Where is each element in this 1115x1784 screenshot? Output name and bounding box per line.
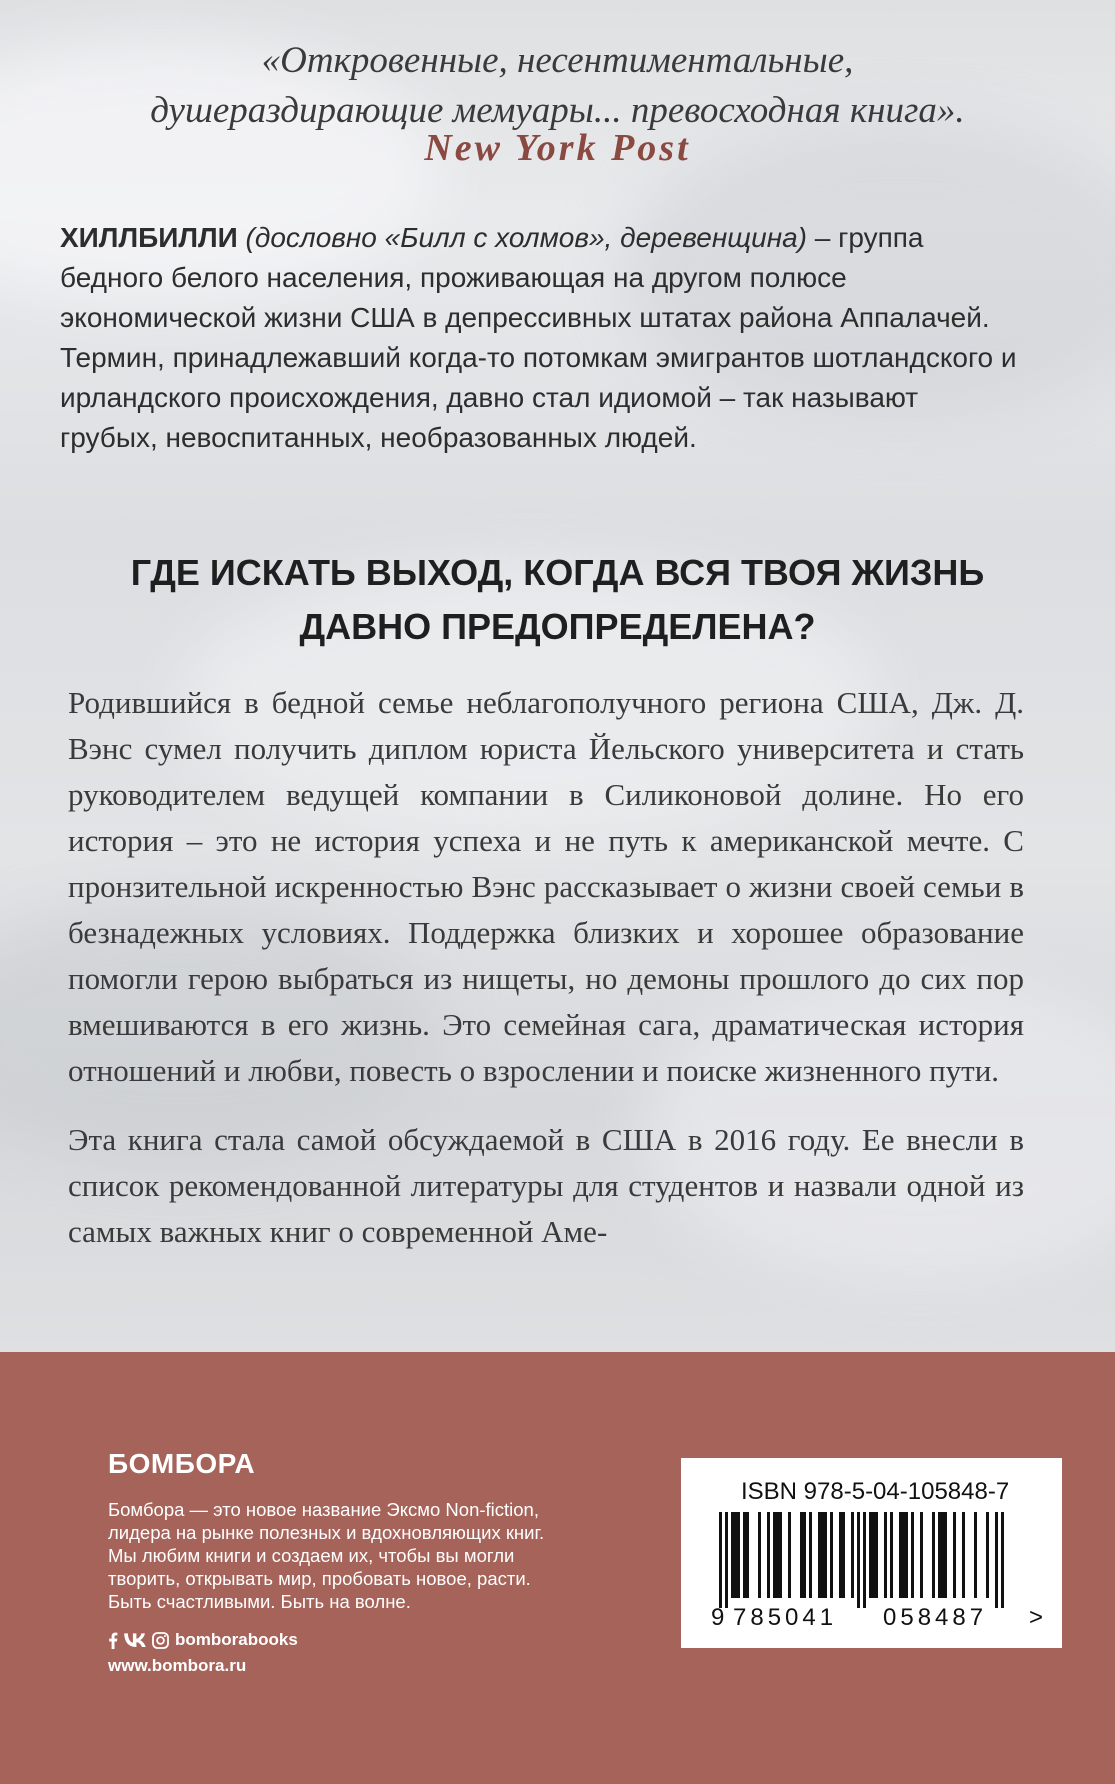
barcode-bar (857, 1512, 860, 1608)
barcode-bar (779, 1512, 782, 1598)
barcode-bar (986, 1512, 989, 1598)
barcode-bar (932, 1512, 935, 1598)
barcode-bar (920, 1512, 923, 1598)
headline (0, 546, 1115, 654)
barcode-bar (941, 1512, 944, 1598)
social-links (108, 1630, 298, 1650)
barcode-bar (758, 1512, 761, 1598)
barcode-digits (711, 1604, 1043, 1632)
barcode-bar (902, 1512, 905, 1598)
barcode-bar (872, 1512, 875, 1598)
barcode-bar (884, 1512, 887, 1598)
publisher-desc-line: Бомбора — это новое название Эксмо Non-fiction, (108, 1499, 539, 1520)
barcode-bar (974, 1512, 977, 1598)
quote-line-1: «Откровенные, несентиментальные, (261, 40, 854, 81)
facebook-icon[interactable] (108, 1631, 118, 1649)
barcode-bar (767, 1512, 770, 1598)
barcode-bar (1001, 1512, 1004, 1608)
social-handle[interactable]: bomborabooks (175, 1630, 298, 1649)
barcode-bar (875, 1512, 878, 1598)
barcode-bar (737, 1512, 740, 1598)
barcode-bar (830, 1512, 833, 1598)
barcode-bar (953, 1512, 956, 1598)
publisher-desc-line: Быть счастливыми. Быть на волне. (108, 1591, 411, 1612)
barcode-bar (890, 1512, 893, 1598)
definition-text: – группа бедного белого населения, проживающая на другом полюсе экономической жизни США в депрессивных штатах района Аппалачей. Термин, принадлежавший когда-то потомкам эмигрантов шотландского и ирландского происхождения, давно стал идиомой – так называют грубых, невоспитанных, необразованных людей. (60, 222, 1017, 453)
book-description (68, 680, 1024, 1255)
publisher-desc-line: лидера на рынке полезных и вдохновляющих книг. (108, 1522, 545, 1543)
barcode-bar (821, 1512, 824, 1598)
barcode-bar (818, 1512, 821, 1598)
definition-term: ХИЛЛБИЛЛИ (60, 222, 238, 253)
quote-line-2: душераздирающие мемуары... превосходная книга». (150, 90, 965, 131)
publisher-desc-line: Мы любим книги и создаем их, чтобы вы могли (108, 1545, 515, 1566)
barcode-bar (938, 1512, 941, 1598)
barcode-bar (851, 1512, 854, 1598)
barcode-digits-left: 785041 (733, 1604, 838, 1631)
barcode-bar (839, 1512, 842, 1598)
review-quote (60, 36, 1055, 136)
barcode-bar (719, 1512, 722, 1608)
isbn-barcode (681, 1458, 1062, 1648)
barcode-bar (863, 1512, 866, 1608)
website-link[interactable]: www.bombora.ru (108, 1656, 247, 1675)
barcode-bar (776, 1512, 779, 1598)
isbn-number: ISBN 978-5-04-105848-7 (741, 1478, 1010, 1505)
barcode-bar (869, 1512, 872, 1598)
barcode-bar (824, 1512, 827, 1598)
definition-gloss: (дословно «Билл с холмов», деревенщина) (245, 222, 807, 253)
barcode-bar (731, 1512, 734, 1598)
barcode-bar (800, 1512, 803, 1598)
barcode-digits-right: 058487 (883, 1604, 988, 1631)
barcode-bar (773, 1512, 776, 1598)
barcode-bar (842, 1512, 845, 1598)
headline-line-2: ДАВНО ПРЕДОПРЕДЕЛЕНА? (299, 606, 816, 647)
publisher-desc-line: творить, открывать мир, пробовать новое, расти. (108, 1568, 531, 1589)
publisher-logo-text: БОМБОРА (108, 1448, 256, 1479)
description-paragraph: Эта книга стала самой обсуждаемой в США в 2016 году. Ее внесли в список рекомендованной литературы для студентов и назвали одной из самых важных книг о современной Аме- (68, 1122, 1024, 1249)
barcode-bar (899, 1512, 902, 1598)
barcode-bar (734, 1512, 737, 1598)
barcode-bar (803, 1512, 806, 1598)
quote-source: New York Post (424, 127, 691, 169)
hillbilly-definition (60, 218, 1020, 458)
headline-line-1: ГДЕ ИСКАТЬ ВЫХОД, КОГДА ВСЯ ТВОЯ ЖИЗНЬ (130, 552, 985, 593)
publisher-description (108, 1498, 648, 1613)
barcode-bar (911, 1512, 914, 1598)
barcode-bar (905, 1512, 908, 1598)
barcode-bar (743, 1512, 746, 1598)
barcode-bars (719, 1512, 1019, 1608)
instagram-icon[interactable] (152, 1631, 169, 1649)
description-paragraph: Родившийся в бедной семье неблагополучного региона США, Дж. Д. Вэнс сумел получить диплом юриста Йельского университета и стать руководителем ведущей компании в Силиконовой долине. Но его история – это не история успеха и не путь к американской мечте. С пронзительной искренностью Вэнс рассказывает о жизни своей семьи в безнадежных условиях. Поддержка близких и хорошее образование помогли герою выбраться из нищеты, но демоны прошлого до сих пор вмешиваются в его жизнь. Это семейная сага, драматическая история отношений и любви, повесть о взрослении и поиске жизненного пути. (68, 685, 1024, 1088)
barcode-bar (944, 1512, 947, 1598)
publisher-footer (0, 1352, 1115, 1784)
barcode-end-mark: > (1029, 1604, 1044, 1631)
barcode-bar (962, 1512, 965, 1598)
barcode-bar (746, 1512, 749, 1598)
barcode-bar (809, 1512, 812, 1598)
barcode-bar (995, 1512, 998, 1608)
barcode-bar (725, 1512, 728, 1608)
barcode-bar (788, 1512, 791, 1598)
vk-icon[interactable] (124, 1631, 146, 1649)
barcode-digit-first: 9 (711, 1604, 725, 1631)
